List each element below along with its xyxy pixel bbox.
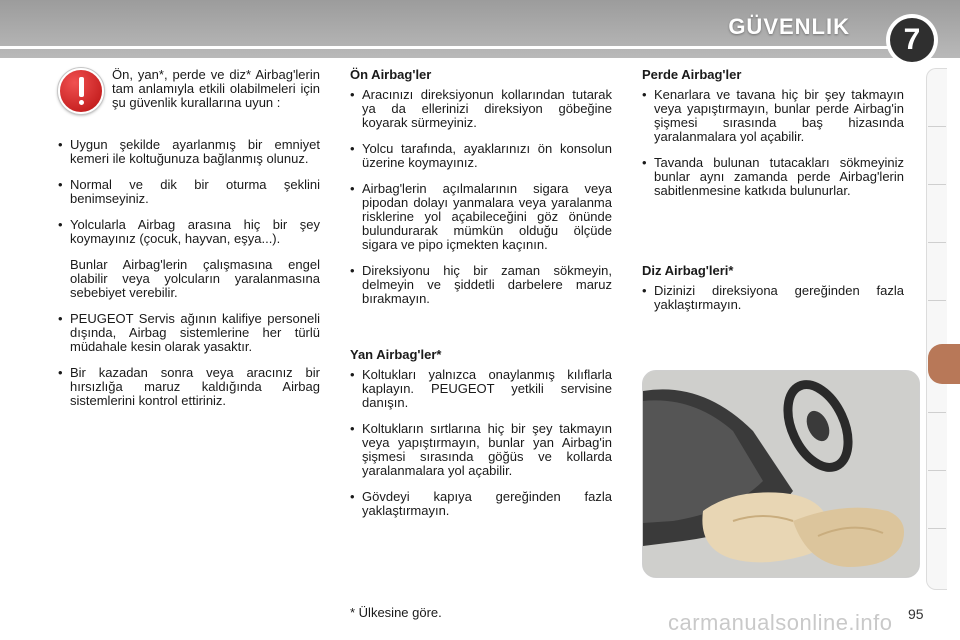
list-item: • Gövdeyi kapıya gereğinden fazla yaklaştırmayın. [350, 490, 612, 518]
warning-text: Ön, yan*, perde ve diz* Airbag'lerin tam anlamıyla etkili olabilmeleri için şu güvenlik kurallarına uyun : [112, 67, 320, 110]
header-divider [0, 46, 890, 49]
footnote: * Ülkesine göre. [350, 605, 442, 620]
section-heading: Ön Airbag'ler [350, 67, 432, 82]
list-item: • Tavanda bulunan tutacakları sökmeyiniz bunlar aynı zamanda perde Airbag'lerin sabitlenmesine katkıda bulunurlar. [642, 156, 904, 198]
list-note: Bunlar Airbag'lerin çalışmasına engel olabilir veya yolcuların yaralanmasına sebebiyet verebilir. [70, 257, 320, 300]
knee-airbag-illustration-drawing [643, 371, 919, 577]
section-heading: Diz Airbag'leri* [642, 263, 734, 278]
list-item: • Koltukları yalnızca onaylanmış kılıflarla kaplayın. PEUGEOT yetkili servisine danışın. [350, 368, 612, 410]
list-item: • PEUGEOT Servis ağının kalifiye personeli dışında, Airbag sistemlerine her türlü müdahale kesin olarak yasaktır. [58, 312, 320, 354]
list-item: • Bir kazadan sonra veya aracınız bir hırsızlığa maruz kaldığında Airbag sistemlerini kontrol ettiriniz. [58, 366, 320, 408]
rail-divider [928, 126, 946, 127]
rail-divider [928, 470, 946, 471]
rail-divider [928, 184, 946, 185]
list-item: • Koltukların sırtlarına hiç bir şey takmayın veya yapıştırmayın, bunlar yan Airbag'in şişmesi sırasında göğüs ve kollarda yaralanmalara yol açabilir. [350, 422, 612, 478]
list-item: • Yolcularla Airbag arasına hiç bir şey koymayınız (çocuk, hayvan, eşya...). [58, 218, 320, 246]
rail-divider [928, 242, 946, 243]
curtain-airbag-section [642, 68, 904, 210]
section-heading: Yan Airbag'ler* [350, 347, 442, 362]
rail-divider [928, 412, 946, 413]
list-item: • Airbag'lerin açılmalarının sigara veya pipodan dolayı yanmalara veya yaralanma risklerine yol açabileceğini göz önünde bulundurarak mümkün olduğu ölçüde sigara ve pipo içmekten kaçının. [350, 182, 612, 252]
list-item: • Dizinizi direksiyona gereğinden fazla yaklaştırmayın. [642, 284, 904, 312]
page-number: 95 [908, 606, 924, 622]
chapter-badge [886, 14, 938, 66]
left-column [58, 138, 320, 420]
list-item: • Direksiyonu hiç bir zaman sökmeyin, delmeyin ve şiddetli darbelere maruz bırakmayın. [350, 264, 612, 306]
rail-divider [928, 300, 946, 301]
knee-airbag-illustration [642, 370, 920, 578]
section-heading: Perde Airbag'ler [642, 67, 742, 82]
chapter-index-rail [926, 68, 947, 590]
watermark: carmanualsonline.info [668, 610, 893, 635]
exclamation-warning-icon [58, 68, 104, 114]
list-item: • Uygun şekilde ayarlanmış bir emniyet kemeri ile koltuğunuza bağlanmış olunuz. [58, 138, 320, 166]
chapter-number: 7 [890, 18, 934, 62]
side-airbag-section [350, 348, 612, 530]
list-item: • Yolcu tarafında, ayaklarınızı ön konsolun üzerine koymayınız. [350, 142, 612, 170]
chapter-tab-active[interactable] [928, 344, 960, 384]
list-item: • Aracınızı direksiyonun kollarından tutarak ya da ellerinizi direksiyon göbeğine koyarak sürmeyiniz. [350, 88, 612, 130]
knee-airbag-section [642, 264, 904, 324]
list-item: • Normal ve dik bir oturma şeklini benimseyiniz. [58, 178, 320, 206]
front-airbag-section [350, 68, 612, 318]
rail-divider [928, 528, 946, 529]
list-item: • Kenarlara ve tavana hiç bir şey takmayın veya yapıştırmayın, bunlar perde Airbag'in şişmesi sırasında baş hizasında yaralanmalara yol açabilir. [642, 88, 904, 144]
page-title: GÜVENLIK [728, 14, 850, 39]
